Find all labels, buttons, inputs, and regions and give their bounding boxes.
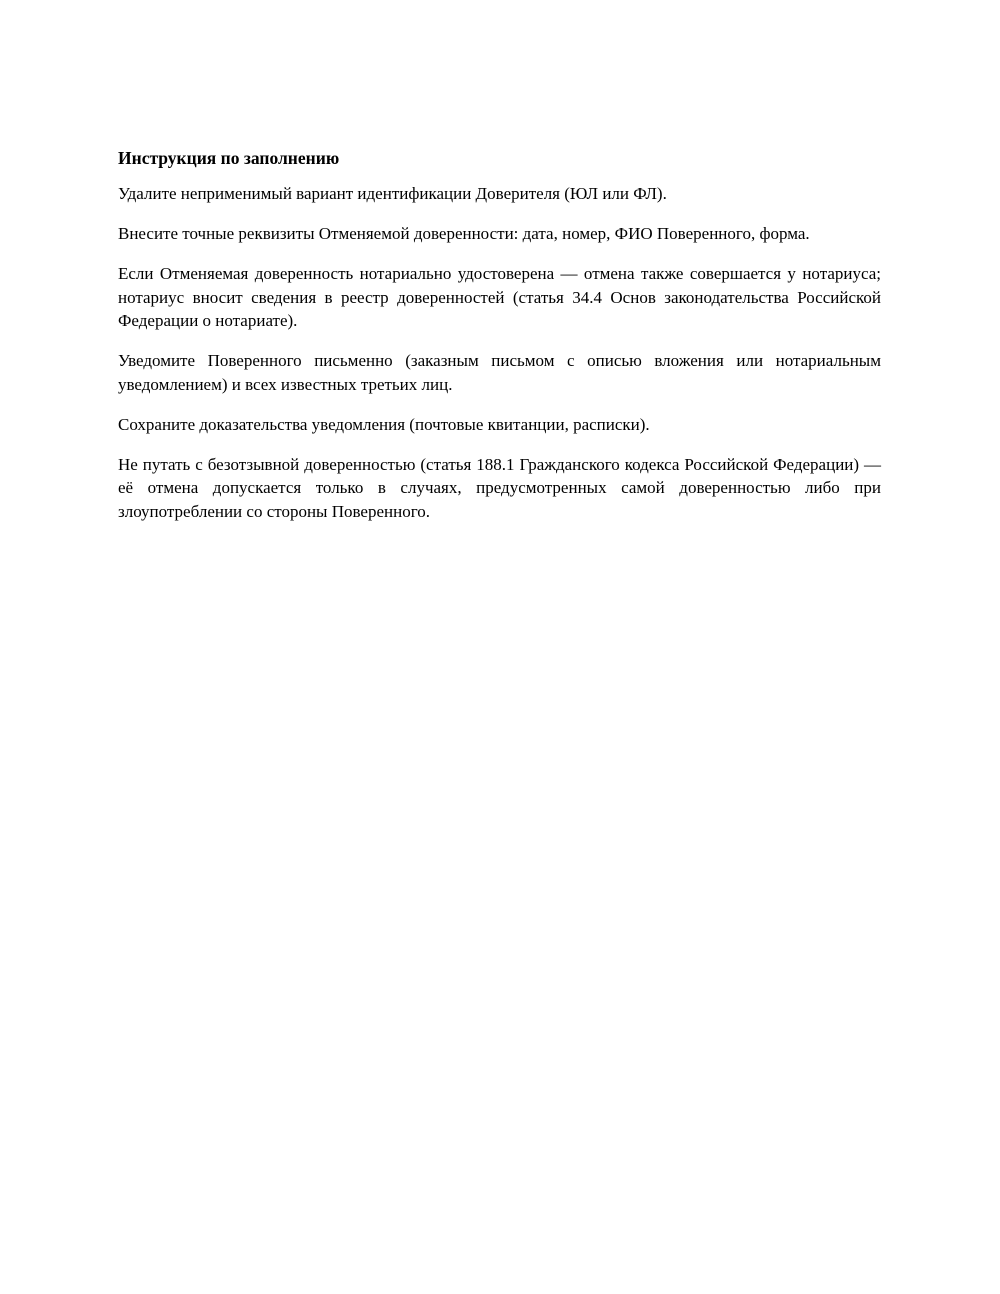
instructions-heading: Инструкция по заполнению <box>118 148 340 168</box>
instruction-paragraph-3: Если Отменяемая доверенность нотариально удостоверена — отмена также совершается у нотариуса; нотариус вносит сведения в реестр доверенностей (статья 34.4 Основ законодательства Российской Федерации о нотариате). <box>118 264 881 330</box>
instruction-paragraph-2: Внесите точные реквизиты Отменяемой доверенности: дата, номер, ФИО Поверенного, форма. <box>118 224 810 243</box>
instructions-section <box>118 146 881 540</box>
instruction-paragraph-4: Уведомите Поверенного письменно (заказным письмом с описью вложения или нотариальным уведомлением) и всех известных третьих лиц. <box>118 351 881 394</box>
instruction-paragraph-6: Не путать с безотзывной доверенностью (статья 188.1 Гражданского кодекса Российской Федерации) — её отмена допускается только в случаях, предусмотренных самой доверенностью либо при злоупотреблении со стороны Поверенного. <box>118 454 881 521</box>
instruction-paragraph-1: Удалите неприменимый вариант идентификации Доверителя (ЮЛ или ФЛ). <box>118 184 667 203</box>
instruction-paragraph-5: Сохраните доказательства уведомления (почтовые квитанции, расписки). <box>118 414 650 434</box>
